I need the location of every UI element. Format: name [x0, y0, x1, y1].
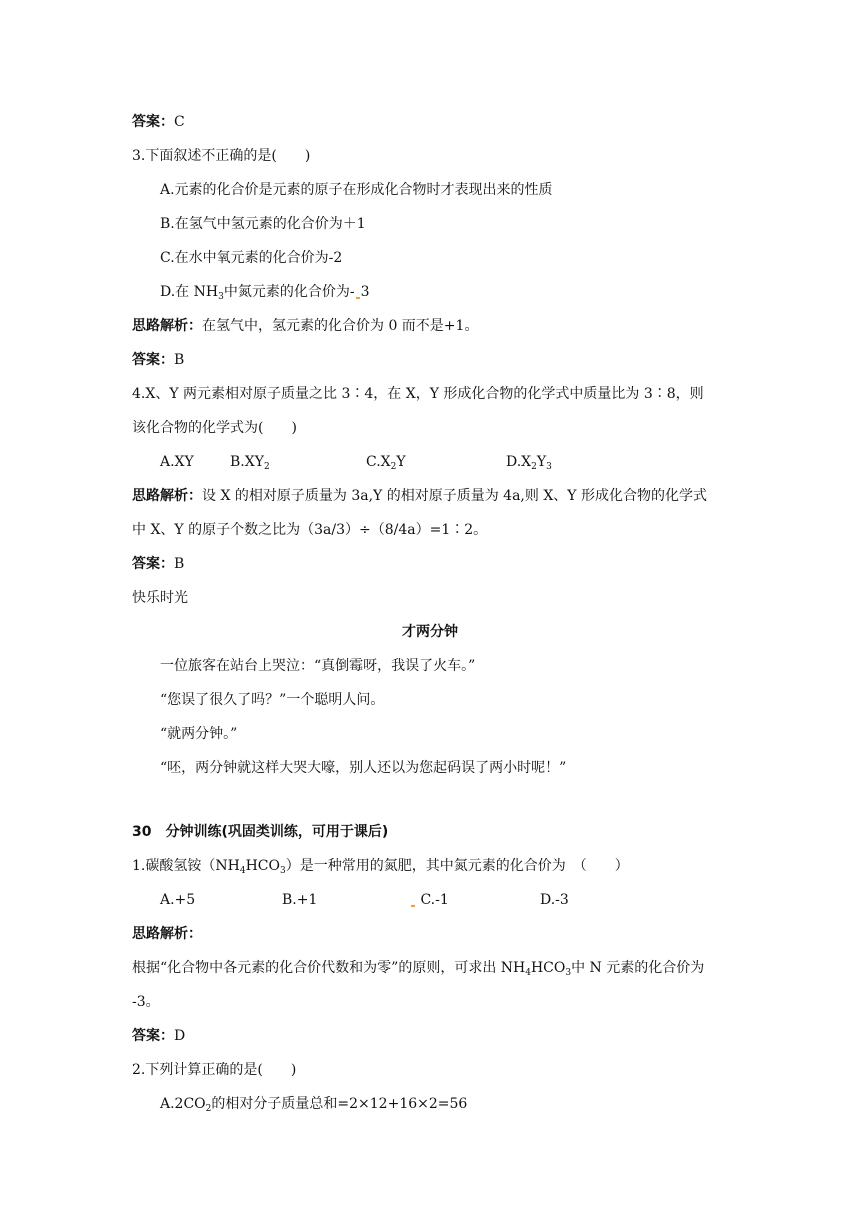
s2-stem: 2.下列计算正确的是( ): [132, 1062, 297, 1078]
subscript-2: 3: [279, 866, 286, 876]
s1-stem: [132, 856, 629, 876]
s1-option-c: [410, 890, 449, 910]
subscript: 2: [531, 462, 537, 472]
answer-value: D: [174, 1028, 186, 1044]
s1-analysis-line2: -3。: [132, 994, 160, 1010]
stem-text-2: HCO: [245, 858, 280, 874]
subscript: 2: [390, 462, 397, 472]
subscript-2: 3: [565, 968, 572, 978]
answer-label: 答案：: [132, 556, 174, 572]
analysis-text: 在氢气中，氢元素的化合价为 0 而不是+1。: [202, 318, 479, 334]
story-paragraph-4: “呸，两分钟就这样大哭大嚎，别人还以为您起码误了两小时呢！”: [160, 760, 567, 776]
subscript: 2: [263, 462, 270, 472]
highlight-mark: [411, 905, 415, 907]
answer-label: 答案：: [132, 1028, 174, 1044]
q4-stem-line1: 4.X、Y 两元素相对原子质量之比 3∶4，在 X，Y 形成化合物的化学式中质量比为 3∶8，则: [132, 386, 704, 402]
stem-text-3: ）是一种常用的氮肥，其中氮元素的化合价为 （ ）: [285, 858, 629, 874]
subscript: 4: [239, 866, 246, 876]
highlight-mark: [356, 297, 360, 299]
q3-answer: [132, 350, 184, 370]
section-title: 30 分钟训练(巩固类训练，可用于课后): [132, 824, 389, 840]
q3-stem: 3.下面叙述不正确的是( ): [132, 148, 311, 164]
stem-text: 1.碳酸氢铵（NH: [132, 858, 240, 874]
option-text: C.X: [366, 454, 391, 470]
q4-option-a: A.XY: [160, 454, 194, 470]
option-d-text-3: 3: [360, 284, 370, 300]
answer-value: B: [174, 556, 185, 572]
q3-option-c: C.在水中氧元素的化合价为-2: [160, 250, 343, 266]
analysis-label: 思路解析：: [132, 318, 202, 334]
q4-option-d: [506, 452, 552, 472]
analysis-label: 思路解析：: [132, 488, 202, 504]
answer-value: B: [174, 352, 185, 368]
subscript-2: 3: [546, 462, 552, 472]
q4-answer: [132, 554, 184, 574]
q2-answer: [132, 112, 185, 132]
option-text: B.XY: [230, 454, 264, 470]
analysis-text: 根据“化合物中各元素的化合价代数和为零”的原则，可求出 NH: [132, 960, 526, 976]
analysis-text: 设 X 的相对原子质量为 3a,Y 的相对原子质量为 4a,则 X、Y 形成化合物的化学式: [202, 488, 707, 504]
q3-analysis: [132, 316, 478, 336]
option-d-text: D.在 NH: [160, 284, 219, 300]
s2-option-a: [160, 1094, 467, 1114]
analysis-text-2: HCO: [530, 960, 566, 976]
q4-option-c: [366, 452, 406, 472]
q4-option-b: [230, 452, 270, 472]
s1-option-d: D.-3: [540, 892, 569, 908]
option-d-text-2: 中氮元素的化合价为-: [223, 284, 355, 300]
option-text-2: Y: [536, 454, 547, 470]
q3-option-b: B.在氢气中氢元素的化合价为＋1: [160, 216, 366, 232]
subscript: 4: [525, 968, 531, 978]
s1-analysis-line1: [132, 958, 704, 978]
answer-label: 答案：: [132, 114, 174, 130]
s1-analysis-label: 思路解析：: [132, 926, 202, 942]
q3-option-a: A.元素的化合价是元素的原子在形成化合物时才表现出来的性质: [160, 182, 553, 198]
s1-option-b: B.+1: [282, 892, 318, 908]
subscript: 3: [218, 292, 224, 302]
answer-label: 答案：: [132, 352, 174, 368]
option-text: C.-1: [420, 892, 449, 908]
answer-value: C: [174, 114, 185, 130]
analysis-text-3: 中 N 元素的化合价为: [571, 960, 705, 976]
q4-analysis-line1: [132, 486, 707, 506]
option-text: D.X: [506, 454, 532, 470]
q4-stem-line2: 该化合物的化学式为( ): [132, 420, 297, 436]
option-text-2: 的相对分子质量总和=2×12+16×2=56: [211, 1096, 468, 1112]
option-text: A.2CO: [160, 1096, 206, 1112]
s1-answer: [132, 1026, 185, 1046]
option-text-2: Y: [396, 454, 406, 470]
happy-heading: 快乐时光: [132, 590, 188, 606]
story-paragraph-1: 一位旅客在站台上哭泣：“真倒霉呀，我误了火车。”: [160, 658, 476, 674]
q4-analysis-line2: 中 X、Y 的原子个数之比为（3a/3）÷（8/4a）=1∶2。: [132, 522, 488, 538]
subscript: 2: [205, 1104, 212, 1114]
q3-option-d: [160, 282, 369, 302]
story-paragraph-2: “您误了很久了吗？”一个聪明人问。: [160, 692, 385, 708]
story-paragraph-3: “就两分钟。”: [160, 726, 238, 742]
story-title: 才两分钟: [402, 624, 458, 640]
s1-option-a: A.+5: [160, 892, 196, 908]
